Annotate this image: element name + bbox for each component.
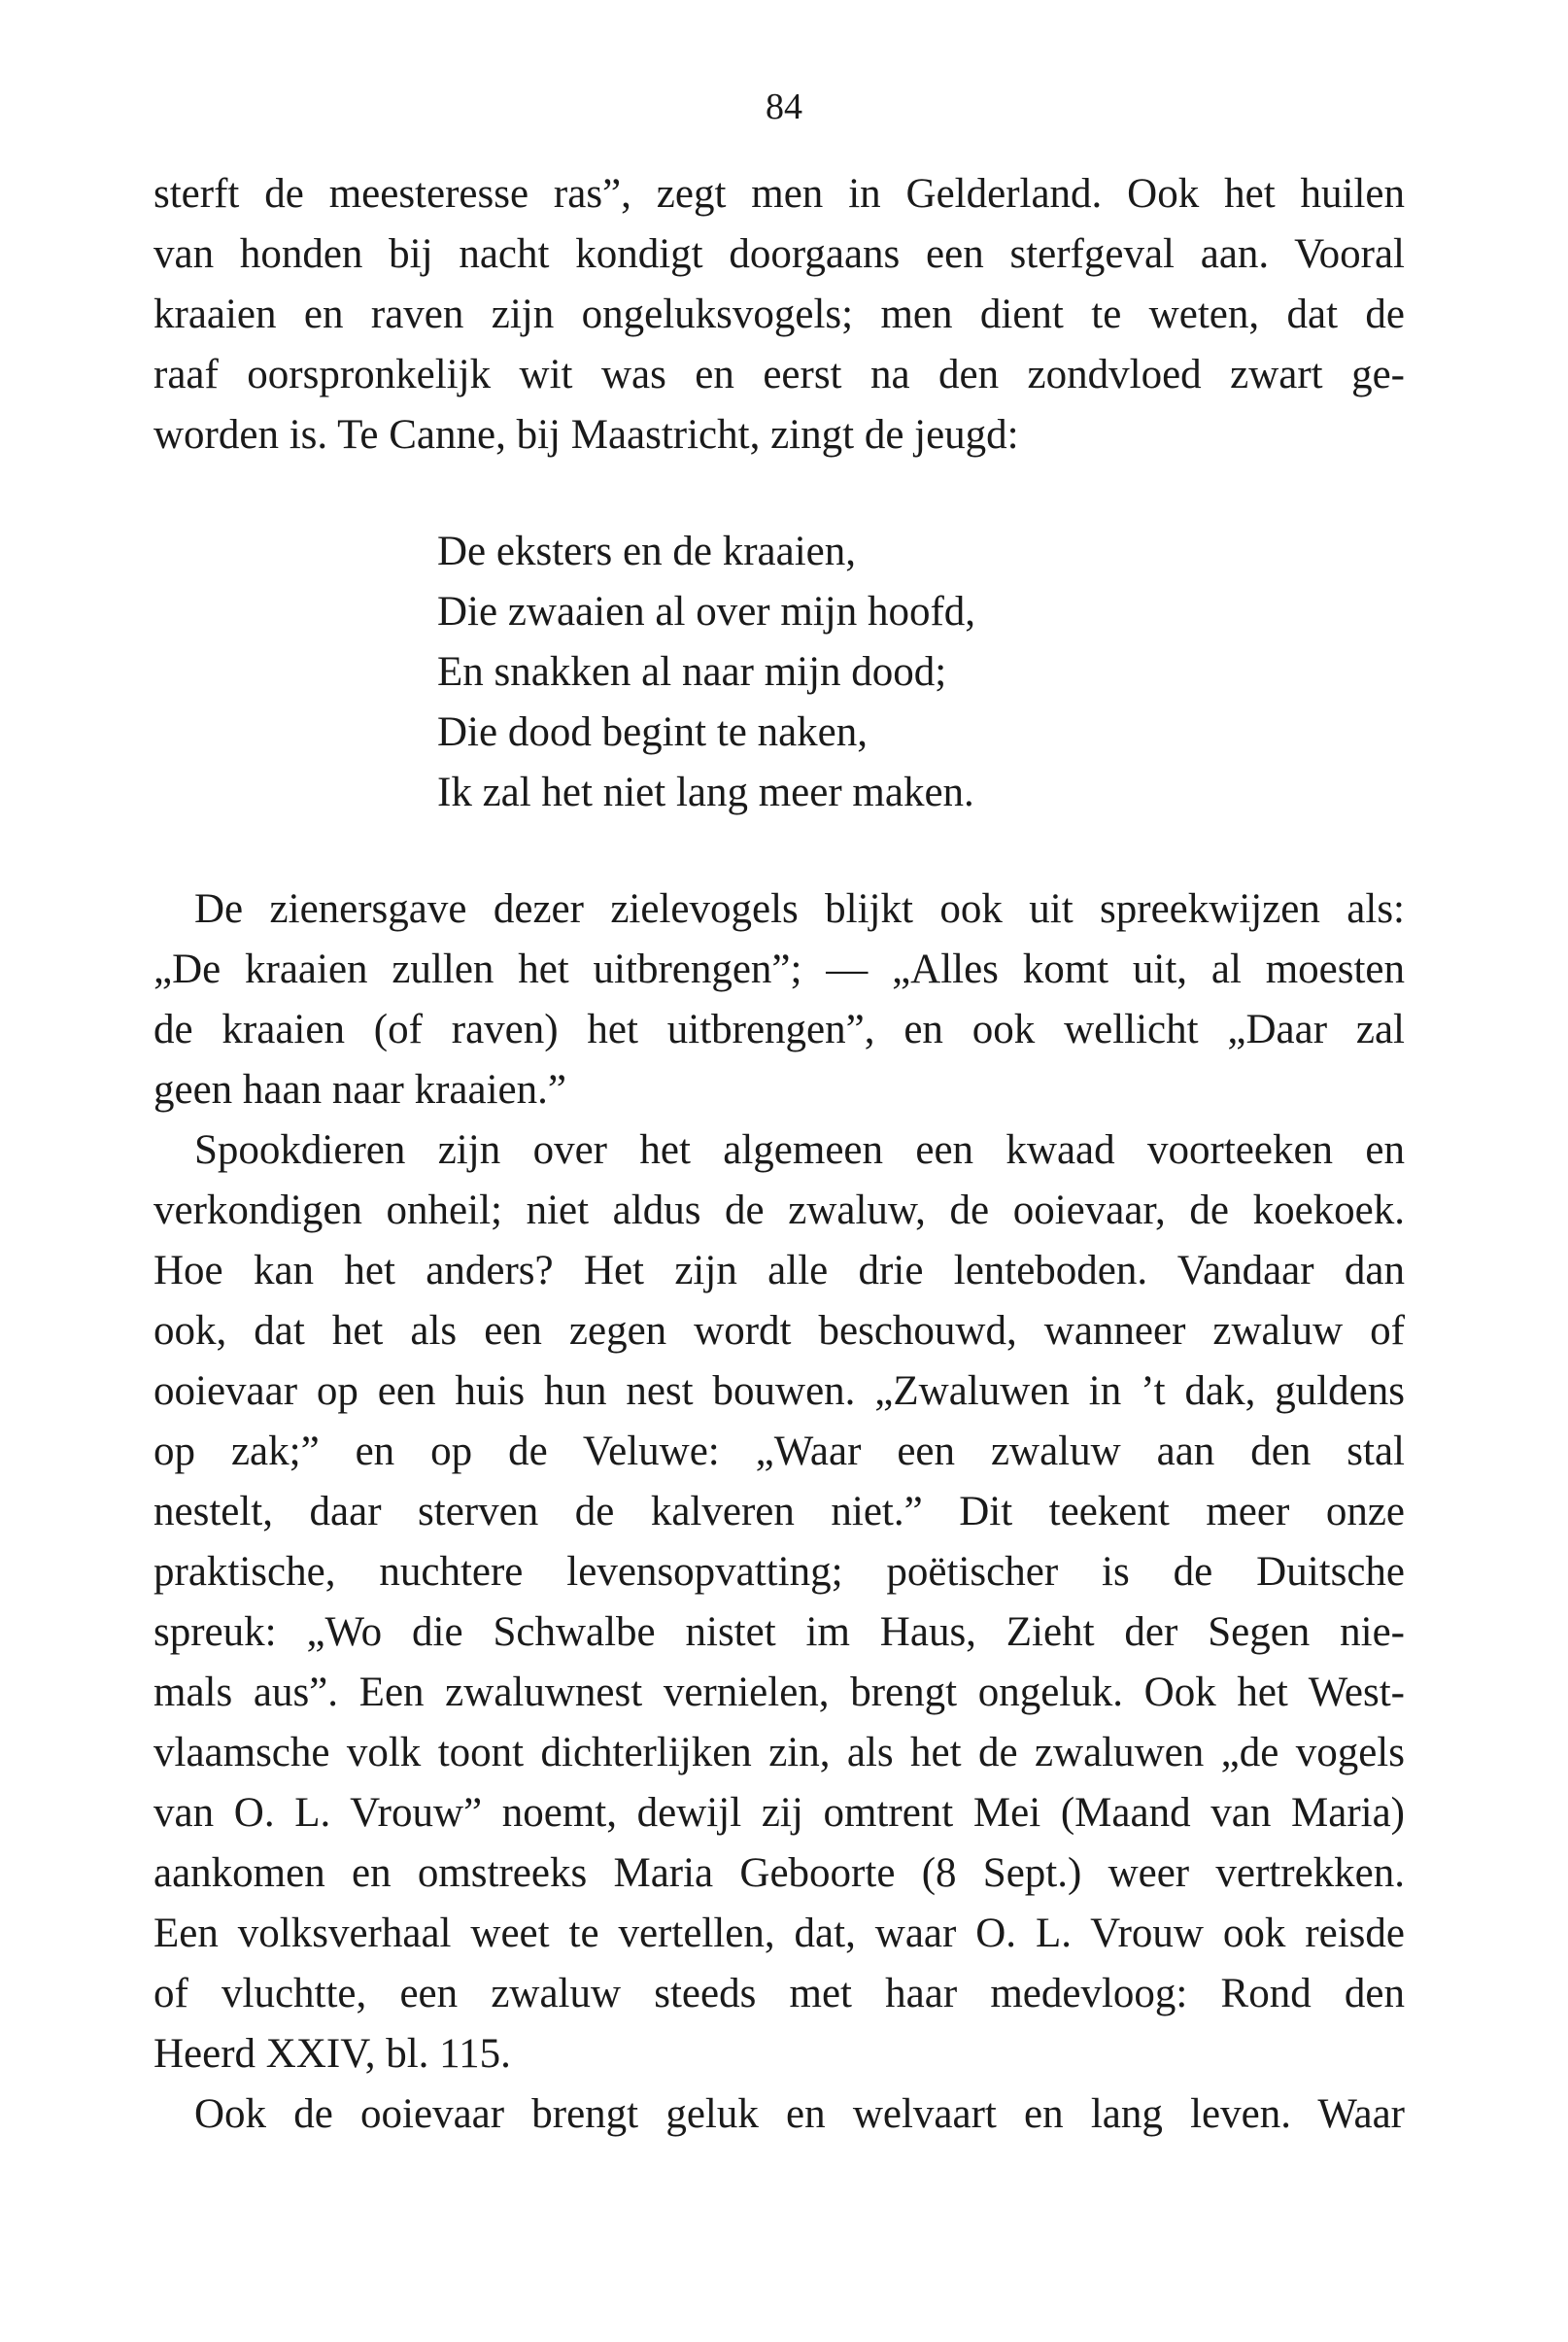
text-line: van honden bij nacht kondigt doorgaans een sterfgeval aan. Vooral (153, 231, 1405, 277)
text-line: de kraaien (of raven) het uitbrengen”, en ook wellicht „Daar zal (153, 1007, 1405, 1052)
text-line: op zak;” en op de Veluwe: „Waar een zwaluw aan den stal (153, 1429, 1405, 1474)
text-line: „De kraaien zullen het uitbrengen”; — „Alles komt uit, al moesten (153, 947, 1405, 992)
text-line: spreuk: „Wo die Schwalbe nistet im Haus, Zieht der Segen nie- (153, 1609, 1405, 1655)
text-line: Heerd XXIV, bl. 115. (153, 2031, 511, 2077)
text-line: of vluchtte, een zwaluw steeds met haar medevloog: Rond den (153, 1971, 1405, 2016)
text-line: vlaamsche volk toont dichterlijken zin, als het de zwaluwen „de vogels (153, 1730, 1405, 1775)
page-number: 84 (766, 86, 802, 127)
text-line: van O. L. Vrouw” noemt, dewijl zij omtrent Mei (Maand van Maria) (153, 1790, 1405, 1836)
text-line: mals aus”. Een zwaluwnest vernielen, brengt ongeluk. Ook het West- (153, 1670, 1405, 1715)
text-line: nestelt, daar sterven de kalveren niet.” Dit teekent meer onze (153, 1489, 1405, 1534)
text-line: sterft de meesteresse ras”, zegt men in Gelderland. Ook het huilen (153, 171, 1405, 217)
text-line: Ook de ooievaar brengt geluk en welvaart en lang leven. Waar (194, 2091, 1405, 2137)
text-line: raaf oorspronkelijk wit was en eerst na den zondvloed zwart ge- (153, 352, 1405, 397)
verse-line: Die dood begint te naken, (437, 709, 869, 755)
text-line: geen haan naar kraaien.” (153, 1067, 566, 1113)
text-line: aankomen en omstreeks Maria Geboorte (8 Sept.) weer vertrekken. (153, 1850, 1405, 1896)
verse-line: De eksters en de kraaien, (437, 529, 856, 574)
text-line: Spookdieren zijn over het algemeen een kwaad voorteeken en (194, 1127, 1405, 1173)
text-line: kraaien en raven zijn ongeluksvogels; men dient te weten, dat de (153, 292, 1405, 337)
text-line: ook, dat het als een zegen wordt beschouwd, wanneer zwaluw of (153, 1308, 1405, 1354)
text-line: worden is. Te Canne, bij Maastricht, zingt de jeugd: (153, 412, 1019, 458)
verse-line: En snakken al naar mijn dood; (437, 649, 947, 695)
text-line: ooievaar op een huis hun nest bouwen. „Zwaluwen in ’t dak, guldens (153, 1368, 1405, 1414)
text-line: praktische, nuchtere levensopvatting; poëtischer is de Duitsche (153, 1549, 1405, 1595)
text-line: De zienersgave dezer zielevogels blijkt ook uit spreekwijzen als: (194, 886, 1405, 932)
text-line: Een volksverhaal weet te vertellen, dat, waar O. L. Vrouw ook reisde (153, 1911, 1405, 1956)
text-line: verkondigen onheil; niet aldus de zwaluw, de ooievaar, de koekoek. (153, 1188, 1405, 1233)
verse-line: Ik zal het niet lang meer maken. (437, 770, 974, 815)
verse-line: Die zwaaien al over mijn hoofd, (437, 589, 976, 635)
text-line: Hoe kan het anders? Het zijn alle drie lenteboden. Vandaar dan (153, 1248, 1405, 1293)
